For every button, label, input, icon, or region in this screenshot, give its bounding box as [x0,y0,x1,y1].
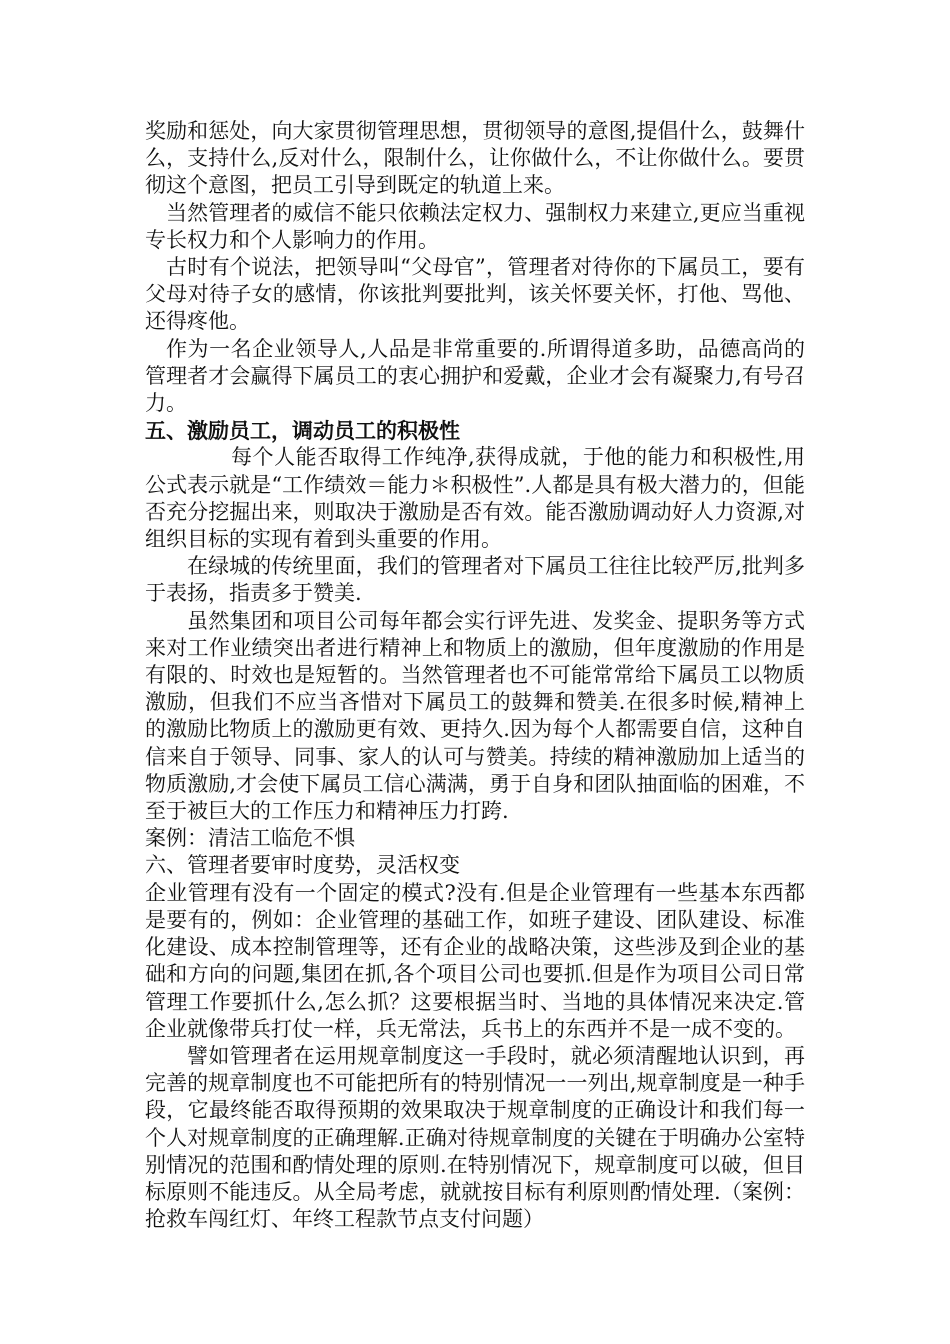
paragraph-management-model: 企业管理有没有一个固定的模式?没有.但是企业管理有一些基本东西都是要有的，例如：企业管理的基础工作，如班子建设、团队建设、标准化建设、成本控制管理等，还有企业的战略决策，这些涉及到企业的基础和方向的问题,集团在抓,各个项目公司也要抓.但是作为项目公司日常管理工作要抓什么,怎么抓？这要根据当时、当地的具体情况来决定.管企业就像带兵打仗一样，兵无常法，兵书上的东西并不是一成不变的。 [145,880,805,1041]
paragraph-character: 作为一名企业领导人,人品是非常重要的.所谓得道多助，品德高尚的管理者才会赢得下属员工的衷心拥护和爱戴，企业才会有凝聚力,有号召力。 [145,336,805,416]
section-heading-flexibility: 六、管理者要审时度势，灵活权变 [145,853,460,878]
paragraph-tradition: 在绿城的传统里面，我们的管理者对下属员工往往比较严厉,批判多于表扬，指责多于赞美. [145,554,805,606]
case-cleaner: 案例：清洁工临危不惧 [145,826,355,851]
section-heading-motivate-employees: 五、激励员工，调动员工的积极性 [145,418,460,444]
paragraph-authority: 当然管理者的威信不能只依赖法定权力、强制权力来建立,更应当重视专长权力和个人影响力的作用。 [145,200,805,252]
document-page [145,118,805,1233]
paragraph-parent-official: 古时有个说法，把领导叫“父母官”，管理者对待你的下属员工，要有父母对待子女的感情，你该批判要批判，该关怀要关怀，打他、骂他、还得疼他。 [145,255,805,334]
paragraph-performance-formula: 每个人能否取得工作纯净,获得成就，于他的能力和积极性,用公式表示就是“工作绩效＝能力＊积极性”.人都是具有极大潜力的，但能否充分挖掘出来，则取决于激励是否有效。能否激励调动好人力资源,对组织目标的实现有着到头重要的作用。 [145,445,805,552]
paragraph-rules-regulations: 譬如管理者在运用规章制度这一手段时，就必须清醒地认识到，再完善的规章制度也不可能把所有的特别情况一一列出,规章制度是一种手段，它最终能否取得预期的效果取决于规章制度的正确设计和我们每一个人对规章制度的正确理解.正确对待规章制度的关键在于明确办公室特别情况的范围和酌情处理的原则.在特别情况下，规章制度可以破，但目标原则不能违反。从全局考虑，就就按目标有利原则酌情处理.（案例：抢救车闯红灯、年终工程款节点支付问题） [145,1043,805,1232]
paragraph-rewards-punishment: 奖励和惩处，向大家贯彻管理思想，贯彻领导的意图,提倡什么，鼓舞什么，支持什么,反对什么，限制什么，让你做什么，不让你做什么。要贯彻这个意图，把员工引导到既定的轨道上来。 [145,119,805,198]
paragraph-spiritual-incentive: 虽然集团和项目公司每年都会实行评先进、发奖金、提职务等方式来对工作业绩突出者进行精神上和物质上的激励，但年度激励的作用是有限的、时效也是短暂的。当然管理者也不可能常常给下属员工以物质激励，但我们不应当吝惜对下属员工的鼓舞和赞美.在很多时候,精神上的激励比物质上的激励更有效、更持久.因为每个人都需要自信，这种自信来自于领导、同事、家人的认可与赞美。持续的精神激励加上适当的物质激励,才会使下属员工信心满满，勇于自身和团队抽面临的困难，不至于被巨大的工作压力和精神压力打跨. [145,608,805,824]
